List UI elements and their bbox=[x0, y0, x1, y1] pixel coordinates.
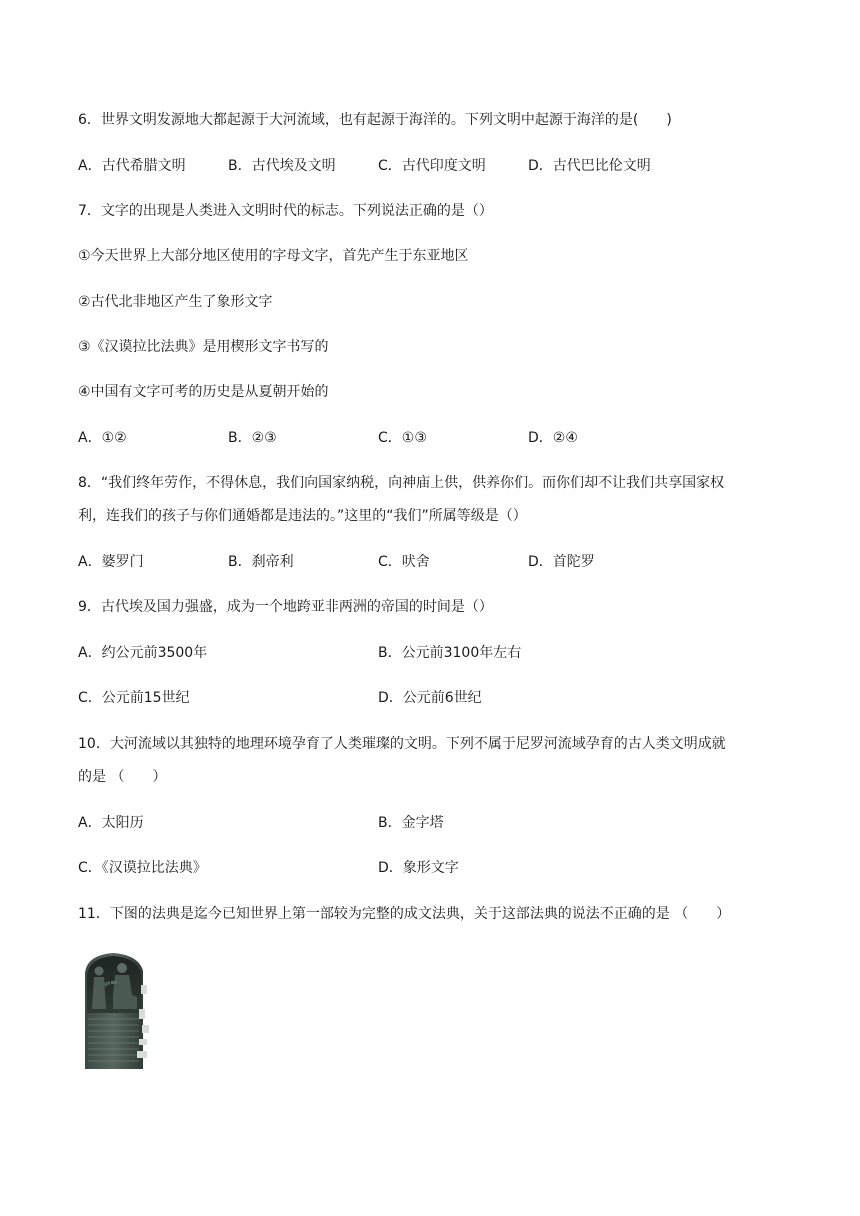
question-10-option-c[interactable]: C．《汉谟拉比法典》 bbox=[78, 860, 207, 876]
question-10-option-d[interactable]: D．象形文字 bbox=[378, 860, 459, 876]
question-8-option-d[interactable]: D．首陀罗 bbox=[528, 554, 595, 570]
question-7-statement-2: ②古代北非地区产生了象形文字 bbox=[78, 294, 273, 310]
question-8-stem-line-2: 利，连我们的孩子与你们通婚都是违法的。”这里的“我们”所属等级是（） bbox=[78, 508, 527, 524]
question-7-stem: 7．文字的出现是人类进入文明时代的标志。下列说法正确的是（） bbox=[78, 203, 493, 219]
question-11-stem: 11．下图的法典是迄今已知世界上第一部较为完整的成文法典，关于这部法典的说法不正确的是 （ ） bbox=[78, 906, 731, 922]
question-9-option-b[interactable]: B．公元前3100年左右 bbox=[378, 645, 522, 661]
question-6-option-c[interactable]: C．古代印度文明 bbox=[378, 158, 486, 174]
question-9-option-d[interactable]: D．公元前6世纪 bbox=[378, 690, 482, 706]
question-7-option-c[interactable]: C．①③ bbox=[378, 430, 427, 446]
question-7-option-d[interactable]: D．②④ bbox=[528, 430, 578, 446]
question-10-stem-line-2: 的是 （ ） bbox=[78, 769, 167, 785]
question-8-stem-line-1: 8．“我们终年劳作，不得休息，我们向国家纳税，向神庙上供，供养你们。而你们却不让我们共享国家权 bbox=[78, 475, 725, 491]
question-7-statement-1: ①今天世界上大部分地区使用的字母文字，首先产生于东亚地区 bbox=[78, 248, 469, 264]
question-8-option-c[interactable]: C．吠舍 bbox=[378, 554, 430, 570]
question-7-statement-3: ③《汉谟拉比法典》是用楔形文字书写的 bbox=[78, 339, 329, 355]
question-9-option-c[interactable]: C．公元前15世纪 bbox=[78, 690, 190, 706]
question-8-option-b[interactable]: B．刹帝利 bbox=[228, 554, 294, 570]
question-7-statement-4: ④中国有文字可考的历史是从夏朝开始的 bbox=[78, 384, 329, 400]
question-6-option-b[interactable]: B．古代埃及文明 bbox=[228, 158, 336, 174]
question-10-option-b[interactable]: B．金字塔 bbox=[378, 815, 444, 831]
question-7-option-b[interactable]: B．②③ bbox=[228, 430, 277, 446]
hammurabi-stele-image bbox=[79, 951, 151, 1069]
question-10-option-a[interactable]: A．太阳历 bbox=[78, 815, 144, 831]
question-6-option-a[interactable]: A．古代希腊文明 bbox=[78, 158, 186, 174]
question-6-option-d[interactable]: D．古代巴比伦文明 bbox=[528, 158, 651, 174]
question-9-option-a[interactable]: A．约公元前3500年 bbox=[78, 645, 208, 661]
question-6-stem: 6．世界文明发源地大都起源于大河流域，也有起源于海洋的。下列文明中起源于海洋的是( ) bbox=[78, 112, 672, 128]
question-7-option-a[interactable]: A．①② bbox=[78, 430, 127, 446]
question-9-stem: 9．古代埃及国力强盛，成为一个地跨亚非两洲的帝国的时间是（） bbox=[78, 599, 493, 615]
question-10-stem-line-1: 10．大河流域以其独特的地理环境孕育了人类璀璨的文明。下列不属于尼罗河流域孕育的古人类文明成就 bbox=[78, 736, 726, 752]
question-8-option-a[interactable]: A．婆罗门 bbox=[78, 554, 144, 570]
